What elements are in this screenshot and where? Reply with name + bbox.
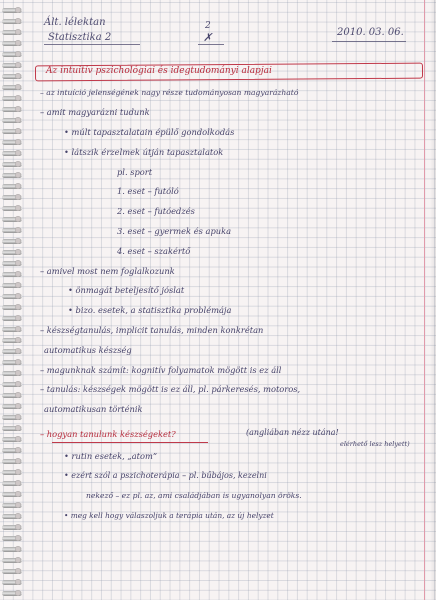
note-line-23: nekező – ez pl. az, ami családjában is ugyanolyan öröks.	[86, 491, 302, 500]
note-line-17: automatikusan történik	[44, 404, 143, 414]
punch-hole	[15, 293, 21, 299]
note-line-14: automatikus készség	[44, 345, 132, 355]
punch-hole	[15, 7, 21, 13]
punch-hole	[15, 304, 21, 310]
note-line-11: • önmagát beteljesítő jóslat	[68, 285, 185, 295]
punch-hole	[15, 183, 21, 189]
punch-hole	[15, 337, 21, 343]
punch-hole	[15, 150, 21, 156]
punch-hole	[15, 348, 21, 354]
punch-hole	[15, 326, 21, 332]
punch-hole	[15, 579, 21, 585]
punch-hole	[15, 546, 21, 552]
punch-hole	[15, 480, 21, 486]
punch-hole	[15, 18, 21, 24]
note-line-2: – amit magyarázni tudunk	[40, 107, 150, 117]
note-line-5: pl. sport	[117, 167, 153, 177]
punch-hole	[15, 271, 21, 277]
punch-hole	[15, 216, 21, 222]
note-line-8: 3. eset – gyermek és apuka	[117, 226, 232, 236]
punch-hole	[15, 513, 21, 519]
punch-hole	[15, 524, 21, 530]
punch-hole	[15, 227, 21, 233]
note-line-13: – készségtanulás, implicit tanulás, minden konkrétan	[40, 325, 264, 335]
spiral-binding	[0, 0, 26, 600]
punch-hole	[15, 590, 21, 596]
note-line-19: (angliában nézz utána!	[246, 428, 339, 437]
punch-hole	[15, 469, 21, 475]
crossed-mark: ✗	[203, 31, 213, 44]
punch-hole	[15, 172, 21, 178]
punch-hole	[15, 84, 21, 90]
punch-hole	[15, 40, 21, 46]
page-edge	[430, 0, 436, 600]
note-line-6: 1. eset – futóló	[117, 186, 179, 196]
punch-hole	[15, 205, 21, 211]
punch-hole	[15, 414, 21, 420]
punch-hole	[15, 117, 21, 123]
note-line-12: • bizo. esetek, a statisztika problémája	[68, 305, 232, 315]
punch-hole	[15, 315, 21, 321]
note-line-20: elérhető lesz helyett)	[340, 440, 410, 448]
punch-hole	[15, 425, 21, 431]
note-line-22: • ezért szól a pszichoterápia – pl. bűbájos, kezelni	[64, 471, 267, 480]
punch-hole	[15, 447, 21, 453]
date-label: 2010. 03. 06.	[337, 27, 404, 38]
punch-hole	[15, 95, 21, 101]
mark-underline	[198, 44, 224, 45]
punch-hole	[15, 194, 21, 200]
note-line-15: – magunknak számít: kognitív folyamatok mögött is ez áll	[40, 365, 282, 375]
note-line-9: 4. eset – szakértő	[117, 246, 191, 256]
course-label: Ált. lélektan	[44, 17, 106, 28]
note-line-7: 2. eset – futóedzés	[117, 206, 195, 216]
note-line-10: – amivel most nem foglalkozunk	[40, 266, 175, 276]
punch-hole	[15, 161, 21, 167]
punch-hole	[15, 557, 21, 563]
page-title: Az intuitív pszichológiai és idegtudományi alapjai	[46, 66, 272, 76]
punch-hole	[15, 238, 21, 244]
punch-hole	[15, 51, 21, 57]
note-line-1: – az intuíció jelenségének nagy része tudományosan magyarázható	[40, 88, 299, 97]
punch-hole	[15, 436, 21, 442]
punch-hole	[15, 392, 21, 398]
red-underline	[52, 442, 208, 443]
punch-hole	[15, 73, 21, 79]
punch-hole	[15, 139, 21, 145]
session-mark: 2	[205, 21, 211, 31]
note-line-21: • rutin esetek, „atom”	[64, 451, 158, 461]
punch-hole	[15, 260, 21, 266]
punch-hole	[15, 568, 21, 574]
punch-hole	[15, 403, 21, 409]
punch-hole	[15, 381, 21, 387]
subject-label: Statisztika 2	[48, 32, 112, 43]
punch-hole	[15, 249, 21, 255]
note-line-4: • látszik érzelmek útján tapasztalatok	[64, 147, 224, 157]
punch-hole	[15, 458, 21, 464]
punch-hole	[15, 106, 21, 112]
punch-hole	[15, 359, 21, 365]
punch-hole	[15, 128, 21, 134]
margin-line	[424, 0, 425, 600]
punch-hole	[15, 370, 21, 376]
punch-hole	[15, 282, 21, 288]
note-line-18: – hogyan tanulunk készségeket?	[40, 429, 176, 439]
punch-hole	[15, 29, 21, 35]
punch-hole	[15, 62, 21, 68]
note-line-3: • múlt tapasztalatain épülő gondolkodás	[64, 127, 235, 137]
punch-hole	[15, 535, 21, 541]
note-line-24: • meg kell hogy válaszoljuk a terápia után, az új helyzet	[64, 511, 274, 520]
subject-underline	[44, 44, 140, 45]
date-underline	[332, 41, 406, 42]
punch-hole	[15, 491, 21, 497]
note-line-16: – tanulás: készségek mögött is ez áll, pl. párkeresés, motoros,	[40, 384, 301, 394]
punch-hole	[15, 502, 21, 508]
